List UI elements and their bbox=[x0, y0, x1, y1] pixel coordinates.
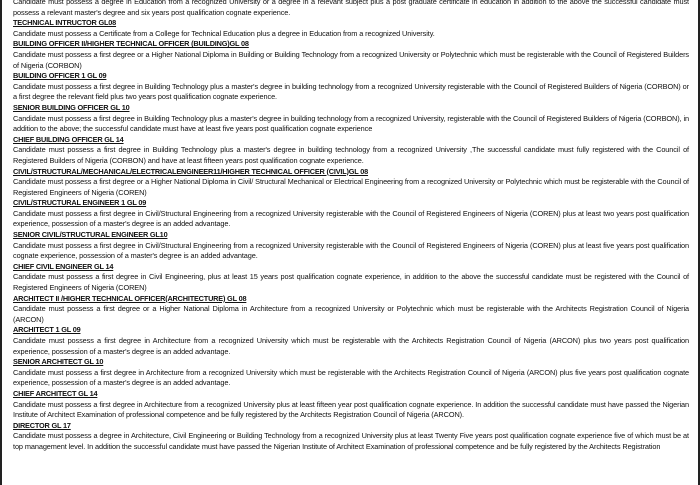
section-heading: BUILDING OFFICER II/HIGHER TECHNICAL OFFICER (BUILDING)GL 08 bbox=[13, 39, 249, 49]
section-text: Candidate must possess a first degree in Building Technology plus a master's degree in building technology from a recognized University, registerable with the Council of Registered Builders of Nigeria (CORBON), in addition to the above; the successful candidate must have at least five years post qualification cognate experience bbox=[13, 113, 689, 134]
section-architect-ii bbox=[13, 294, 689, 326]
section-heading: SENIOR BUILDING OFFICER GL 10 bbox=[13, 102, 130, 112]
section-heading: CIVIL/STRUCTURAL ENGINEER 1 GL 09 bbox=[13, 198, 147, 208]
section-text: Candidate must possess a first degree in Architecture from a recognized University which must be registerable with the Architects Registration Council of Nigeria (ARCON) plus two years post qualification experience, possession of a master's degree is an added advantage. bbox=[13, 336, 689, 356]
section-engineer-ii bbox=[13, 167, 689, 199]
section-director bbox=[13, 421, 689, 453]
section-heading: ARCHITECT II /HIGHER TECHNICAL OFFICER(ARCHITECTURE) GL 08 bbox=[13, 293, 247, 303]
section-heading: TECHNICAL INTRUCTOR GL08 bbox=[13, 18, 117, 28]
section-text: Candidate must possess a first degree in Civil/Structural Engineering from a recognized University registerable with the Council of Registered Engineers of Nigeria (COREN) plus at least two years post qualification experience, possession of a master's degree is an added advantage. bbox=[13, 208, 689, 229]
section-heading: DIRECTOR GL 17 bbox=[13, 420, 71, 430]
section-text: Candidate must possess a Certificate from a College for Technical Education plus a degree in Education from a recognized University. bbox=[13, 28, 435, 38]
section-text: Candidate must possess a first degree in Civil/Structural Engineering from a recognized University registerable with the Council of Registered Engineers of Nigeria (COREN) plus at least five years post qualification cognate experience, possession of a master's degree is an added advantage. bbox=[13, 240, 689, 261]
section-heading: CHIEF ARCHITECT GL 14 bbox=[13, 388, 98, 398]
section-heading: CHIEF CIVIL ENGINEER GL 14 bbox=[13, 261, 114, 271]
section-senior-civil-structural-engineer bbox=[13, 230, 689, 262]
section-building-officer-ii bbox=[13, 39, 689, 71]
section-text: Candidate must possess a first degree in Architecture from a recognized University which must be registerable with the Architects Registration Council of Nigeria (ARCON) plus five years post qualification cognate experience, possession of a master's degree is an added advantage. bbox=[13, 367, 689, 388]
section-text: Candidate must possess a first degree in Building Technology plus a master's degree in building technology from a recognized University registerable with the Council of Registered Builders of Nigeria (CORBON) or a first degree the relevant field plus two years post qualification cognate experience. bbox=[13, 81, 689, 102]
section-text: Candidate must possess a first degree in Building Technology plus a master's degree in building technology from a recognized University ,The successful candidate must fully registered with the Council of Registered Builders of Nigeria (CORBON) and have at least fifteen years post qualification cognate experience. bbox=[13, 145, 689, 165]
section-building-officer-1 bbox=[13, 71, 689, 103]
section-heading: SENIOR CIVIL/STRUCTURAL ENGINEER GL10 bbox=[13, 230, 168, 240]
section-heading: SENIOR ARCHITECT GL 10 bbox=[13, 357, 104, 367]
section-chief-building-officer bbox=[13, 135, 689, 167]
section-text: Candidate must possess a first degree or a Higher National Diploma in Architecture from a recognized University or Polytechnic which must be registerable with the Architects Registration Council of Nigeria (ARCON) bbox=[13, 304, 689, 324]
section-heading: ARCHITECT 1 GL 09 bbox=[13, 325, 81, 335]
section-technical-instructor bbox=[13, 18, 689, 39]
section-text: Candidate must possess a first degree or a Higher National Diploma in Building or Building Technology from a recognized University or Polytechnic which must be registerable with the Council of Registered Builders of Nigeria (CORBON) bbox=[13, 49, 689, 70]
section-text: Candidate must possess a first degree in Architecture from a recognized University plus at least fifteen year post qualification cognate experience. In addition the successful candidate must have passed the Nigerian Institute of Architect Examination of professional competence and be fully registered by the Architects Registration Council of Nigeria (ARCON). bbox=[13, 399, 689, 420]
section-heading: CIVIL/STRUCTURAL/MECHANICAL/ELECTRICALENGINEER11/HIGHER TECHNICAL OFFICER (CIVIL)GL 08 bbox=[13, 166, 369, 176]
section-chief-civil-engineer bbox=[13, 262, 689, 294]
intro-text: Candidate must possess a degree in Education from a recognized University or a degree in a relevant subject plus a post graduate certificate in education in addition to the above the successful candidate must possess a relevant master's degree and six years post qualification cognate experience. bbox=[13, 0, 689, 17]
section-civil-structural-engineer-1 bbox=[13, 198, 689, 230]
section-text: Candidate must possess a first degree or a Higher National Diploma in Civil/ Structural Mechanical or Electrical Engineering from a recognized University or Polytechnic which must be registerable with the Council of Registered Engineers of Nigeria (COREN) bbox=[13, 177, 689, 197]
section-heading: BUILDING OFFICER 1 GL 09 bbox=[13, 71, 107, 81]
section-architect-1 bbox=[13, 325, 689, 357]
section-heading: CHIEF BUILDING OFFICER GL 14 bbox=[13, 134, 124, 144]
intro-paragraph bbox=[13, 0, 689, 18]
section-senior-architect bbox=[13, 357, 689, 389]
section-chief-architect bbox=[13, 389, 689, 421]
section-text: Candidate must possess a first degree in Civil Engineering, plus at least 15 years post qualification cognate experience, in addition to the above the successful candidate must be registered with the Council of Registered Engineers of Nigeria (COREN) bbox=[13, 272, 689, 293]
section-text: Candidate must possess a degree in Architecture, Civil Engineering or Building Technology from a recognized University plus at least Twenty Five years post qualification cognate experience five of which must be at top management level. In addition the successful candidate must have passed the Nigerian Institute of Architect Examination of professional competence and be fully registered by the Architects Registration bbox=[13, 431, 689, 451]
section-senior-building-officer bbox=[13, 103, 689, 135]
